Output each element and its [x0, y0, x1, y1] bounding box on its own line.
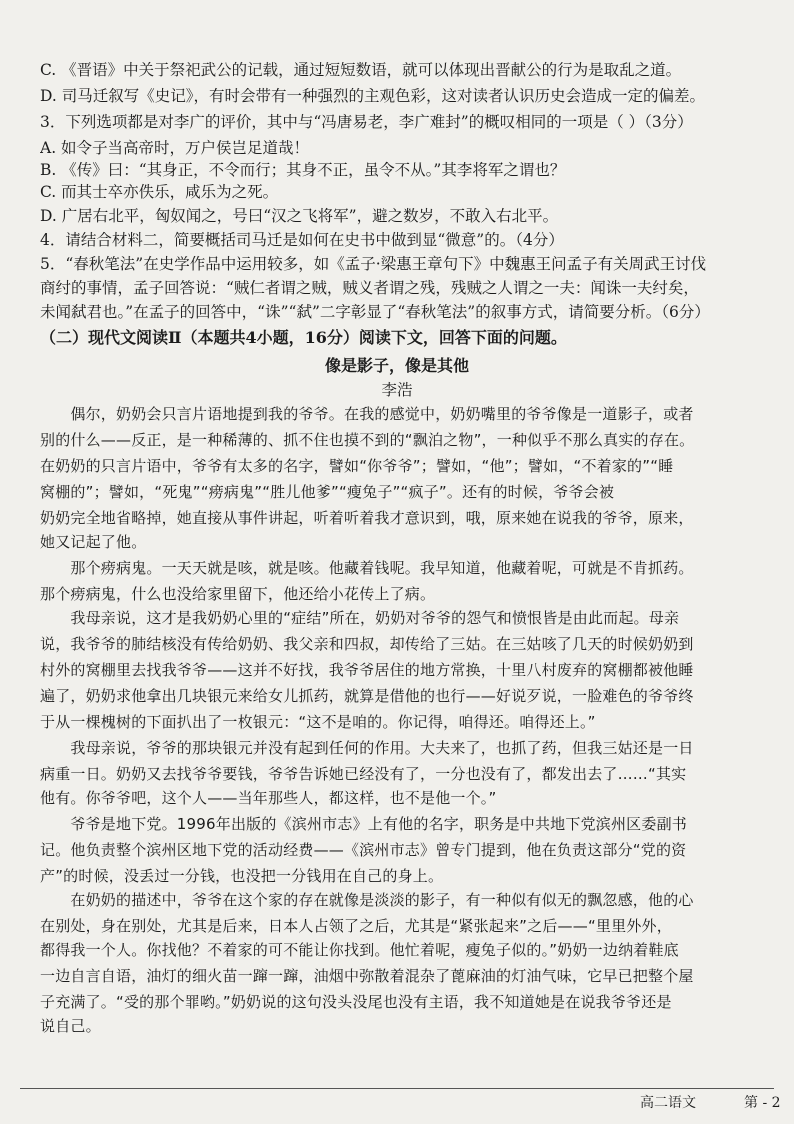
text-line: 我母亲说，这才是我奶奶心里的“症结”所在，奶奶对爷爷的怨气和愤恨皆是由此而起。母亲 [40, 609, 680, 627]
article-title: 像是影子，像是其他 [324, 356, 469, 375]
text-line: 在奶奶的只言片语中，爷爷有太多的名字，譬如“你爷爷”；譬如，“他”；譬如，“不着家的”“睡 [40, 457, 674, 475]
text-line: 别的什么——反正，是一种稀薄的、抓不住也摸不到的“飘泊之物”，一种似乎不那么真实的存在。 [40, 431, 695, 449]
text-line: 都得我一个人。你找他？不着家的可不能让你找到。他忙着呢，瘦兔子似的。”奶奶一边纳着鞋底 [40, 941, 679, 959]
text-line: 商纣的事情，孟子回答说：“贼仁者谓之贼，贼义者谓之残，残贼之人谓之一夫：闻诛一夫纣矣， [40, 279, 699, 297]
text-line: 在别处，身在别处，尤其是后来，日本人占领了之后，尤其是“紧张起来”之后——“里里外外， [40, 917, 672, 935]
text-line: 偶尔，奶奶会只言片语地提到我的爷爷。在我的感觉中，奶奶嘴里的爷爷像是一道影子，或者 [40, 405, 694, 423]
text-line: 未闻弑君也。”在孟子的回答中，“诛”“弑”二字彰显了“春秋笔法”的叙事方式，请简要分析。（6分） [40, 303, 710, 321]
text-line: 一边自言自语，油灯的细火苗一蹿一蹿，油烟中弥散着混杂了蓖麻油的灯油气味，它早已把整个屋 [40, 967, 694, 985]
text-line: 4．请结合材料二，简要概括司马迁是如何在史书中做到显“微意”的。（4分） [40, 231, 564, 249]
text-line: D. 广居右北平，匈奴闻之，号曰“汉之飞将军”，避之数岁，不敢入右北平。 [40, 207, 559, 225]
text-line: 奶奶完全地省略掉，她直接从事件讲起，听着听着我才意识到，哦，原来她在说我的爷爷，原来， [40, 509, 694, 527]
text-line: 爷爷是地下党。1996年出版的《滨州市志》上有他的名字，职务是中共地下党滨州区委副书 [40, 815, 687, 833]
text-line: 记。他负责整个滨州区地下党的活动经费——《滨州市志》曾专门提到，他在负责这部分“党的资 [40, 841, 687, 859]
text-line: 她又记起了他。 [40, 533, 147, 551]
text-line: 窝棚的”；譬如，“死鬼”“痨病鬼”“胜儿他爹”“瘦兔子”“疯子”。还有的时候，爷爷会被 [40, 483, 615, 501]
text-line: 于从一棵槐树的下面扒出了一枚银元：“这不是咱的。你记得，咱得还。咱得还上。” [40, 713, 596, 731]
text-line: 子充满了。“受的那个罪哟。”奶奶说的这句没头没尾也没有主语，我不知道她是在说我爷爷还是 [40, 993, 672, 1011]
text-line: 那个痨病鬼。一天天就是咳，就是咳。他藏着钱呢。我早知道，他藏着呢，可就是不肯抓药。 [40, 559, 694, 577]
text-line: 遍了，奶奶求他拿出几块银元来给女儿抓药，就算是借他的也行——好说歹说，一脸难色的爷爷终 [40, 687, 694, 705]
text-line: 那个痨病鬼，什么也没给家里留下，他还给小花传上了病。 [40, 585, 436, 603]
section-heading: （二）现代文阅读Ⅱ（本题共4小题，16分）阅读下文，回答下面的问题。 [40, 328, 567, 347]
text-line: C. 《晋语》中关于祭祀武公的记载，通过短短数语，就可以体现出晋献公的行为是取乱之道。 [40, 61, 682, 79]
text-line: 病重一日。奶奶又去找爷爷要钱，爷爷告诉她已经没有了，一分也没有了，都发出去了……“其实 [40, 765, 687, 783]
text-line: 说自己。 [40, 1017, 101, 1035]
text-line: B. 《传》曰：“其身正，不令而行；其身不正，虽令不从。”其李将军之谓也？ [40, 161, 566, 179]
footer-divider [20, 1088, 774, 1089]
text-line: 村外的窝棚里去找我爷爷——这并不好找，我爷爷居住的地方常换，十里八村废弃的窝棚都被他睡 [40, 661, 694, 679]
text-line: 5．“春秋笔法”在史学作品中运用较多，如《孟子·梁惠王章句下》中魏惠王问孟子有关周武王讨伐 [40, 255, 707, 273]
text-line: 说，我爷爷的肺结核没有传给奶奶、我父亲和四叔，却传给了三姑。在三姑咳了几天的时候奶奶到 [40, 635, 694, 653]
footer-subject: 高二语文 [640, 1095, 696, 1111]
text-line: 3．下列选项都是对李广的评价，其中与“冯唐易老，李广难封”的概叹相同的一项是（ ）（3分） [40, 113, 693, 131]
text-line: 他有。你爷爷吧，这个人——当年那些人，都这样，也不是他一个。” [40, 789, 497, 807]
article-author: 李浩 [381, 381, 413, 399]
text-line: 产”的时候，没丢过一分钱，也没把一分钱用在自己的身上。 [40, 867, 444, 885]
text-line: 我母亲说，爷爷的那块银元并没有起到任何的作用。大夫来了，也抓了药，但我三姑还是一日 [40, 739, 694, 757]
text-line: 在奶奶的描述中，爷爷在这个家的存在就像是淡淡的影子，有一种似有似无的飘忽感，他的心 [40, 891, 694, 909]
text-line: D. 司马迁叙写《史记》，有时会带有一种强烈的主观色彩，这对读者认识历史会造成一定的偏差。 [40, 87, 705, 105]
text-line: C. 而其士卒亦佚乐，咸乐为之死。 [40, 183, 279, 201]
text-line: A. 如令子当高帝时，万户侯岂足道哉！ [40, 139, 310, 157]
footer-page-number: 第 - 2 [744, 1095, 781, 1111]
